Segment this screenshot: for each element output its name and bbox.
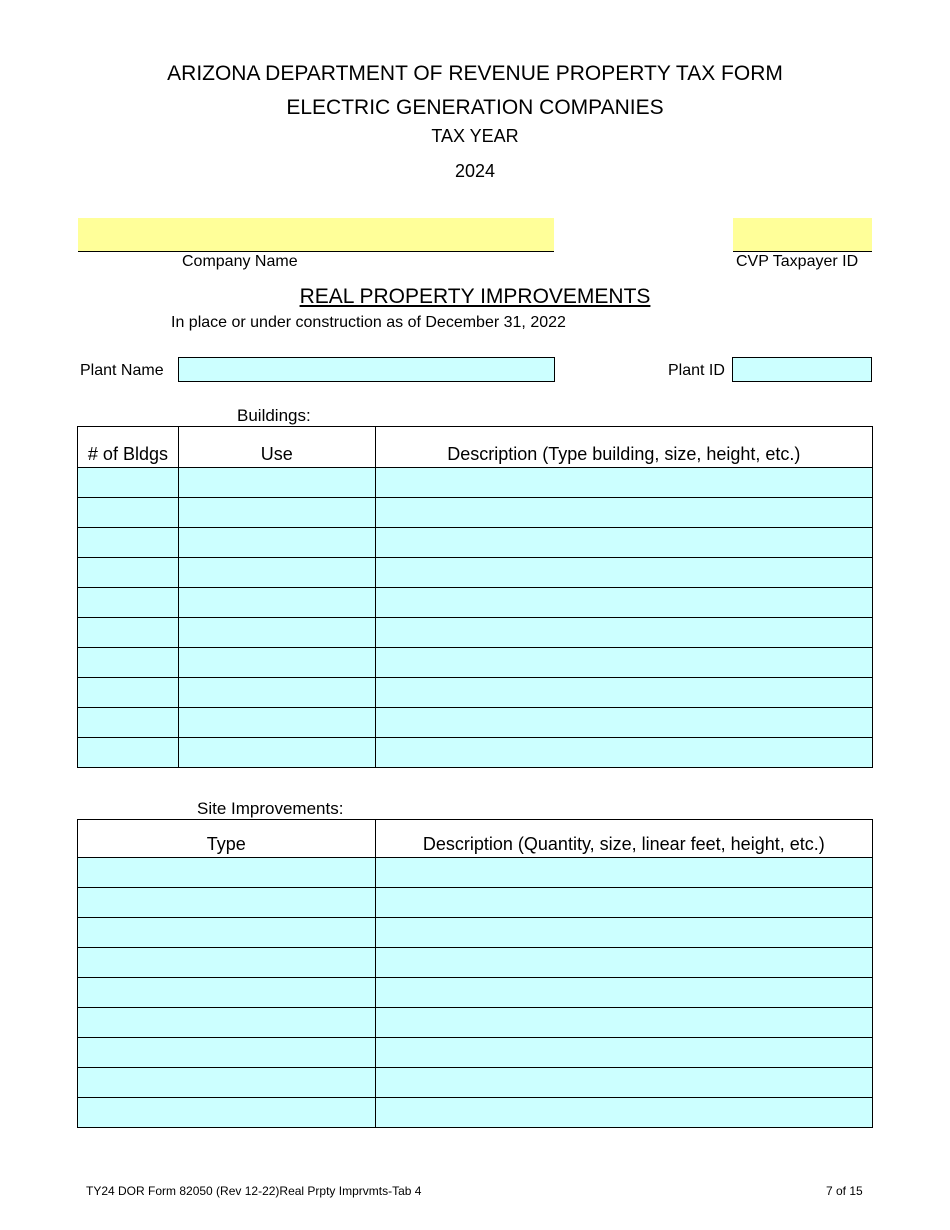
section-subtitle-year: 2022: [530, 314, 566, 331]
bldg-use-cell[interactable]: [178, 588, 375, 618]
plant-name-label: Plant Name: [80, 362, 164, 379]
site-type-cell[interactable]: [78, 1068, 376, 1098]
buildings-header-row: [78, 427, 873, 468]
table-row: [78, 528, 873, 558]
col-type: Type: [78, 820, 376, 858]
site-type-cell[interactable]: [78, 888, 376, 918]
tax-year-label: TAX YEAR: [431, 126, 519, 146]
site-description-cell[interactable]: [375, 948, 872, 978]
form-subtitle: ELECTRIC GENERATION COMPANIES: [286, 96, 664, 119]
company-name-field[interactable]: [78, 218, 554, 252]
bldg-description-cell[interactable]: [375, 588, 872, 618]
table-row: [78, 618, 873, 648]
footer-page-number: 7 of 15: [826, 1184, 863, 1198]
table-row: [78, 708, 873, 738]
buildings-table: [77, 426, 873, 768]
bldg-use-cell[interactable]: [178, 618, 375, 648]
bldg-use-cell[interactable]: [178, 738, 375, 768]
site-improvements-label: Site Improvements:: [197, 799, 344, 818]
site-description-cell[interactable]: [375, 888, 872, 918]
site-improvements-table: [77, 819, 873, 1128]
table-row: [78, 978, 873, 1008]
bldg-description-cell[interactable]: [375, 528, 872, 558]
site-description-cell[interactable]: [375, 1068, 872, 1098]
site-type-cell[interactable]: [78, 948, 376, 978]
plant-id-label: Plant ID: [668, 362, 725, 379]
site-type-cell[interactable]: [78, 918, 376, 948]
table-row: [78, 648, 873, 678]
table-row: [78, 678, 873, 708]
site-description-cell[interactable]: [375, 858, 872, 888]
buildings-label: Buildings:: [237, 406, 311, 425]
form-title: ARIZONA DEPARTMENT OF REVENUE PROPERTY TAX FORM: [167, 62, 783, 85]
bldg-use-cell[interactable]: [178, 498, 375, 528]
table-row: [78, 1008, 873, 1038]
bldg-count-cell[interactable]: [78, 588, 179, 618]
bldg-count-cell[interactable]: [78, 708, 179, 738]
site-description-cell[interactable]: [375, 1098, 872, 1128]
bldg-count-cell[interactable]: [78, 558, 179, 588]
site-type-cell[interactable]: [78, 1008, 376, 1038]
site-header-row: [78, 820, 873, 858]
footer-form-id: TY24 DOR Form 82050 (Rev 12-22)Real Prpty Imprvmts-Tab 4: [86, 1184, 422, 1198]
bldg-description-cell[interactable]: [375, 468, 872, 498]
bldg-count-cell[interactable]: [78, 648, 179, 678]
bldg-count-cell[interactable]: [78, 678, 179, 708]
section-subtitle: [171, 314, 566, 332]
table-row: [78, 888, 873, 918]
plant-name-input[interactable]: [178, 357, 555, 382]
table-row: [78, 1068, 873, 1098]
site-description-cell[interactable]: [375, 1008, 872, 1038]
bldg-use-cell[interactable]: [178, 528, 375, 558]
col-site-description: Description (Quantity, size, linear feet, height, etc.): [375, 820, 872, 858]
bldg-description-cell[interactable]: [375, 648, 872, 678]
table-row: [78, 558, 873, 588]
table-row: [78, 468, 873, 498]
bldg-description-cell[interactable]: [375, 708, 872, 738]
bldg-use-cell[interactable]: [178, 648, 375, 678]
bldg-count-cell[interactable]: [78, 618, 179, 648]
table-row: [78, 948, 873, 978]
table-row: [78, 498, 873, 528]
company-name-label: Company Name: [182, 253, 298, 270]
col-description: Description (Type building, size, height, etc.): [375, 427, 872, 468]
bldg-count-cell[interactable]: [78, 468, 179, 498]
bldg-description-cell[interactable]: [375, 498, 872, 528]
site-description-cell[interactable]: [375, 978, 872, 1008]
bldg-use-cell[interactable]: [178, 558, 375, 588]
bldg-description-cell[interactable]: [375, 558, 872, 588]
col-num-bldgs: # of Bldgs: [78, 427, 179, 468]
col-use: Use: [178, 427, 375, 468]
site-type-cell[interactable]: [78, 858, 376, 888]
bldg-count-cell[interactable]: [78, 738, 179, 768]
tax-year-value: 2024: [454, 161, 496, 181]
site-description-cell[interactable]: [375, 918, 872, 948]
table-row: [78, 738, 873, 768]
plant-id-input[interactable]: [732, 357, 872, 382]
table-row: [78, 588, 873, 618]
bldg-description-cell[interactable]: [375, 738, 872, 768]
bldg-use-cell[interactable]: [178, 708, 375, 738]
site-type-cell[interactable]: [78, 1098, 376, 1128]
taxpayer-id-label: CVP Taxpayer ID: [736, 253, 859, 270]
bldg-description-cell[interactable]: [375, 678, 872, 708]
bldg-description-cell[interactable]: [375, 618, 872, 648]
table-row: [78, 1098, 873, 1128]
table-row: [78, 918, 873, 948]
bldg-use-cell[interactable]: [178, 468, 375, 498]
table-row: [78, 858, 873, 888]
site-type-cell[interactable]: [78, 1038, 376, 1068]
site-type-cell[interactable]: [78, 978, 376, 1008]
section-subtitle-text: In place or under construction as of December 31,: [171, 314, 526, 331]
site-description-cell[interactable]: [375, 1038, 872, 1068]
bldg-count-cell[interactable]: [78, 528, 179, 558]
taxpayer-id-field[interactable]: [733, 218, 872, 252]
bldg-use-cell[interactable]: [178, 678, 375, 708]
table-row: [78, 1038, 873, 1068]
bldg-count-cell[interactable]: [78, 498, 179, 528]
section-title: REAL PROPERTY IMPROVEMENTS: [299, 285, 651, 308]
